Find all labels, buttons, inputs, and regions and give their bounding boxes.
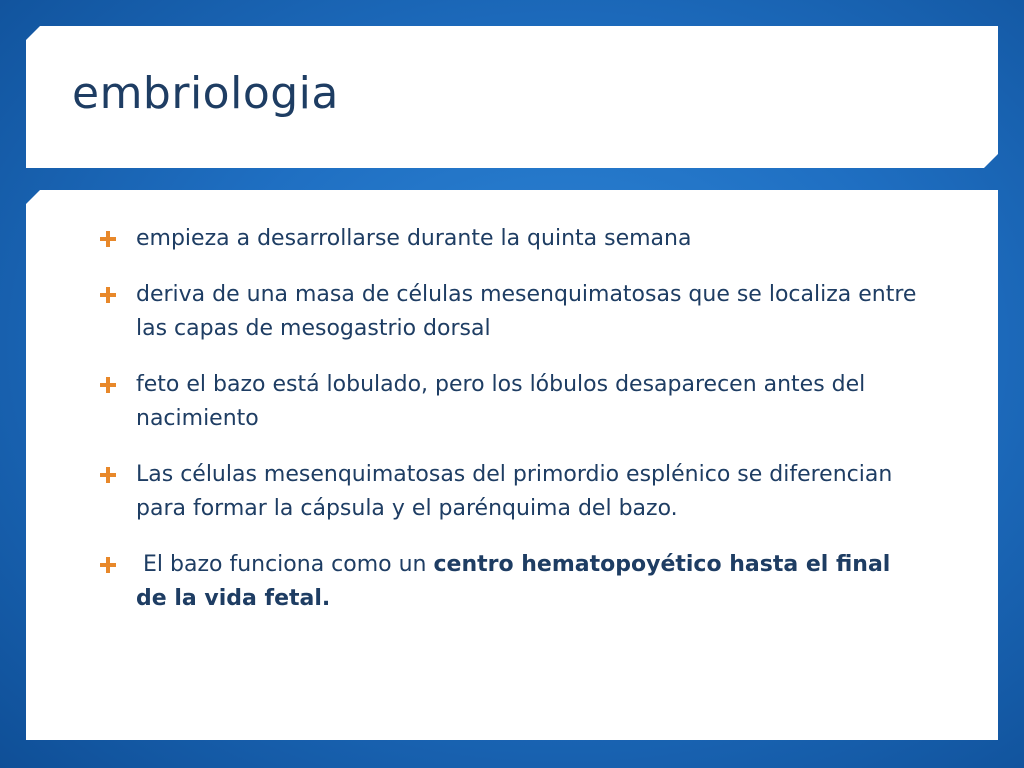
bullet-list: [100, 222, 920, 638]
plus-icon: [100, 377, 116, 393]
bullet-text: feto el bazo está lobulado, pero los lóbulos desaparecen antes del nacimiento: [136, 372, 866, 431]
bullet-text-bold: centro hematopoyético hasta el final de la vida fetal.: [136, 552, 891, 611]
bullet-item-4: [100, 458, 920, 526]
bullet-item-5: [100, 548, 920, 616]
bullet-item-1: [100, 222, 920, 256]
plus-icon: [100, 287, 116, 303]
bullet-text: empieza a desarrollarse durante la quinta semana: [136, 226, 692, 251]
slide-title: embriologia: [72, 68, 339, 119]
bullet-text-plain: El bazo funciona como un: [136, 552, 434, 577]
bullet-item-2: [100, 278, 920, 346]
bullet-item-3: [100, 368, 920, 436]
bullet-text: Las células mesenquimatosas del primordio esplénico se diferencian para formar la cápsula y el parénquima del bazo.: [136, 462, 893, 521]
bullet-text: deriva de una masa de células mesenquimatosas que se localiza entre las capas de mesogastrio dorsal: [136, 282, 917, 341]
plus-icon: [100, 231, 116, 247]
plus-icon: [100, 557, 116, 573]
plus-icon: [100, 467, 116, 483]
